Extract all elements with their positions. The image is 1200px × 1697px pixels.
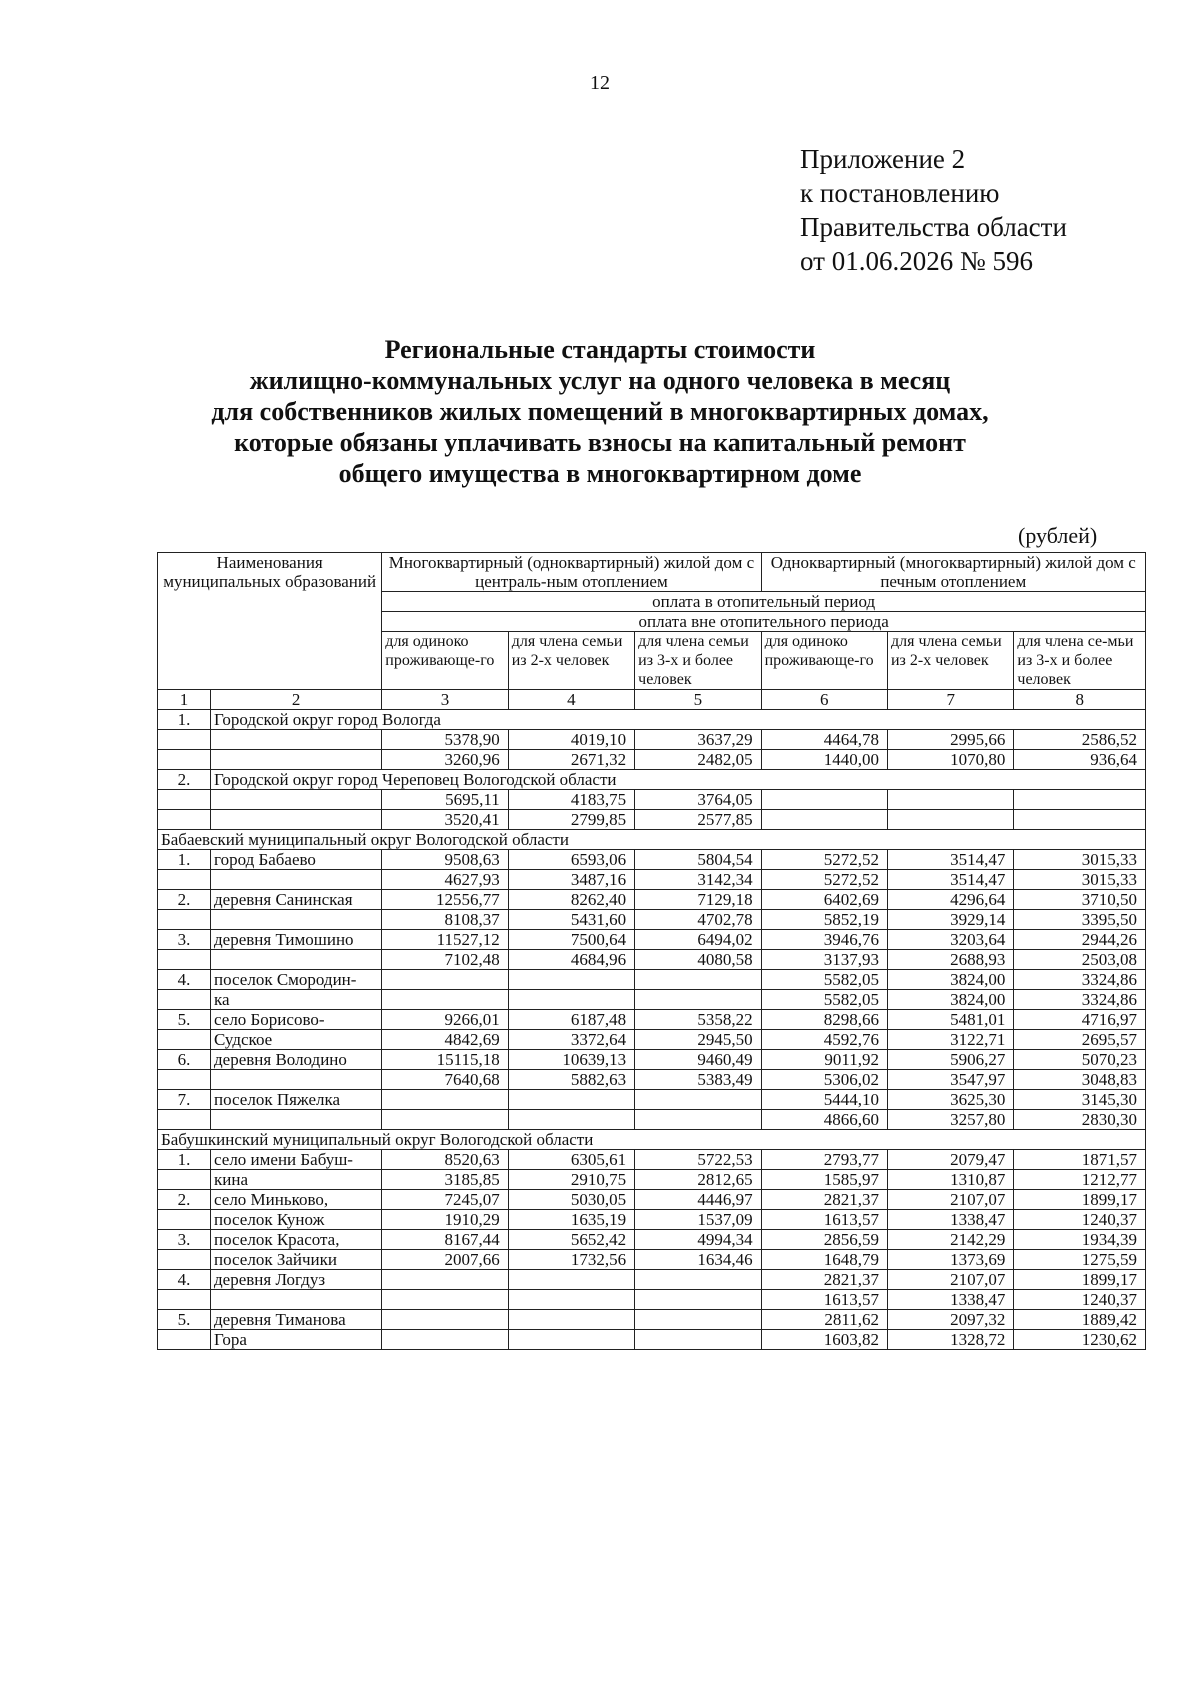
municipality-name: деревня Санинская: [211, 890, 382, 910]
title-line-3: для собственников жилых помещений в многоквартирных домах,: [211, 397, 989, 426]
value-cell: 3625,30: [887, 1090, 1013, 1110]
value-cell: [508, 1310, 634, 1330]
value-cell: [382, 970, 508, 990]
value-cell: 2910,75: [508, 1170, 634, 1190]
value-cell: 6494,02: [635, 930, 761, 950]
value-cell: 4866,60: [761, 1110, 887, 1130]
value-cell: 2577,85: [635, 810, 761, 830]
value-cell: 2944,26: [1014, 930, 1146, 950]
appendix-line-2: к постановлению: [800, 178, 1000, 208]
value-cell: [508, 990, 634, 1010]
value-cell: 1613,57: [761, 1290, 887, 1310]
value-cell: 2503,08: [1014, 950, 1146, 970]
row-number: 5.: [158, 1010, 211, 1030]
value-cell: 1212,77: [1014, 1170, 1146, 1190]
table-row: [158, 1170, 1146, 1190]
value-cell: [635, 990, 761, 1010]
appendix-block: [800, 142, 1067, 278]
value-cell: 8520,63: [382, 1150, 508, 1170]
section-name: Городской округ город Череповец Вологодской области: [211, 770, 1146, 790]
table-row: [158, 970, 1146, 990]
value-cell: 3260,96: [382, 750, 508, 770]
table-row: [158, 1050, 1146, 1070]
value-cell: [635, 1330, 761, 1350]
municipality-name: [211, 910, 382, 930]
table-row: [158, 790, 1146, 810]
value-cell: 2079,47: [887, 1150, 1013, 1170]
header-sub-1: для одиноко проживающе-го: [382, 632, 508, 690]
value-cell: [508, 1330, 634, 1350]
value-cell: 1310,87: [887, 1170, 1013, 1190]
row-number: [158, 1290, 211, 1310]
value-cell: 3824,00: [887, 970, 1013, 990]
header-sub-4: для одиноко проживающе-го: [761, 632, 887, 690]
value-cell: [635, 970, 761, 990]
value-cell: 6187,48: [508, 1010, 634, 1030]
value-cell: 6305,61: [508, 1150, 634, 1170]
value-cell: 1603,82: [761, 1330, 887, 1350]
value-cell: 1871,57: [1014, 1150, 1146, 1170]
row-number: [158, 1030, 211, 1050]
value-cell: 4446,97: [635, 1190, 761, 1210]
municipality-name: поселок Пяжелка: [211, 1090, 382, 1110]
table-row: [158, 1190, 1146, 1210]
title-line-1: Региональные стандарты стоимости: [384, 335, 816, 364]
value-cell: [382, 1310, 508, 1330]
col-num-7: 7: [887, 690, 1013, 710]
value-cell: 8262,40: [508, 890, 634, 910]
row-number: [158, 1070, 211, 1090]
value-cell: 1934,39: [1014, 1230, 1146, 1250]
table-body: [158, 710, 1146, 1350]
value-cell: 7500,64: [508, 930, 634, 950]
value-cell: 5306,02: [761, 1070, 887, 1090]
value-cell: 5582,05: [761, 990, 887, 1010]
header-sub-3: для члена семьи из 3-х и более человек: [635, 632, 761, 690]
value-cell: 3395,50: [1014, 910, 1146, 930]
municipality-name: [211, 1070, 382, 1090]
municipality-name: деревня Володино: [211, 1050, 382, 1070]
value-cell: 7640,68: [382, 1070, 508, 1090]
value-cell: [635, 1310, 761, 1330]
table-row: [158, 1150, 1146, 1170]
value-cell: 3520,41: [382, 810, 508, 830]
value-cell: 1634,46: [635, 1250, 761, 1270]
municipality-name: [211, 870, 382, 890]
value-cell: 1240,37: [1014, 1210, 1146, 1230]
header-heating-period: оплата в отопительный период: [382, 592, 1146, 612]
col-num-8: 8: [1014, 690, 1146, 710]
value-cell: 4684,96: [508, 950, 634, 970]
value-cell: 1537,09: [635, 1210, 761, 1230]
value-cell: 6593,06: [508, 850, 634, 870]
value-cell: [1014, 790, 1146, 810]
value-cell: 9508,63: [382, 850, 508, 870]
value-cell: 4183,75: [508, 790, 634, 810]
value-cell: 1240,37: [1014, 1290, 1146, 1310]
value-cell: 11527,12: [382, 930, 508, 950]
municipality-name: [211, 1110, 382, 1130]
value-cell: 1732,56: [508, 1250, 634, 1270]
header-sub-2: для члена семьи из 2-х человек: [508, 632, 634, 690]
value-cell: 4702,78: [635, 910, 761, 930]
table-row: [158, 930, 1146, 950]
value-cell: 4080,58: [635, 950, 761, 970]
row-number: 3.: [158, 1230, 211, 1250]
table-row: [158, 870, 1146, 890]
value-cell: 15115,18: [382, 1050, 508, 1070]
appendix-line-1: Приложение 2: [800, 144, 966, 174]
value-cell: 5695,11: [382, 790, 508, 810]
row-number: 2.: [158, 890, 211, 910]
value-cell: 3764,05: [635, 790, 761, 810]
row-number: [158, 750, 211, 770]
value-cell: 5852,19: [761, 910, 887, 930]
title-line-4: которые обязаны уплачивать взносы на капитальный ремонт: [234, 428, 966, 457]
value-cell: 1328,72: [887, 1330, 1013, 1350]
value-cell: 2007,66: [382, 1250, 508, 1270]
value-cell: 2821,37: [761, 1190, 887, 1210]
header-stove-heating: Одноквартирный (многоквартирный) жилой дом с печным отоплением: [761, 553, 1145, 592]
table-row: [158, 1090, 1146, 1110]
value-cell: 5358,22: [635, 1010, 761, 1030]
table-row: [158, 710, 1146, 730]
value-cell: 2856,59: [761, 1230, 887, 1250]
value-cell: [508, 1110, 634, 1130]
row-number: 1.: [158, 710, 211, 730]
value-cell: 2097,32: [887, 1310, 1013, 1330]
col-num-1: 1: [158, 690, 211, 710]
row-number: [158, 950, 211, 970]
table-row: [158, 990, 1146, 1010]
value-cell: 936,64: [1014, 750, 1146, 770]
value-cell: 2671,32: [508, 750, 634, 770]
value-cell: 5272,52: [761, 850, 887, 870]
municipality-name: поселок Красота,: [211, 1230, 382, 1250]
table-row: [158, 750, 1146, 770]
value-cell: [1014, 810, 1146, 830]
value-cell: 5431,60: [508, 910, 634, 930]
value-cell: [508, 1090, 634, 1110]
value-cell: 1889,42: [1014, 1310, 1146, 1330]
value-cell: 1648,79: [761, 1250, 887, 1270]
col-num-4: 4: [508, 690, 634, 710]
appendix-line-4: от 01.06.2026 № 596: [800, 246, 1033, 276]
value-cell: 2688,93: [887, 950, 1013, 970]
row-number: [158, 730, 211, 750]
value-cell: 1275,59: [1014, 1250, 1146, 1270]
value-cell: 5030,05: [508, 1190, 634, 1210]
value-cell: 3824,00: [887, 990, 1013, 1010]
value-cell: [635, 1290, 761, 1310]
value-cell: 4296,64: [887, 890, 1013, 910]
municipality-name: ка: [211, 990, 382, 1010]
header-sub-5: для члена семьи из 2-х человек: [887, 632, 1013, 690]
value-cell: 3487,16: [508, 870, 634, 890]
table-row: [158, 770, 1146, 790]
municipality-name: село имени Бабуш-: [211, 1150, 382, 1170]
value-cell: 1070,80: [887, 750, 1013, 770]
value-cell: 3137,93: [761, 950, 887, 970]
value-cell: 5652,42: [508, 1230, 634, 1250]
value-cell: [887, 810, 1013, 830]
value-cell: [635, 1270, 761, 1290]
table-row: [158, 1270, 1146, 1290]
value-cell: 3514,47: [887, 850, 1013, 870]
municipality-name: поселок Смородин-: [211, 970, 382, 990]
value-cell: 3372,64: [508, 1030, 634, 1050]
municipality-name: поселок Кунож: [211, 1210, 382, 1230]
value-cell: 5444,10: [761, 1090, 887, 1110]
value-cell: 3145,30: [1014, 1090, 1146, 1110]
value-cell: 3637,29: [635, 730, 761, 750]
municipality-name: город Бабаево: [211, 850, 382, 870]
units-label: (рублей): [1018, 523, 1098, 548]
value-cell: [382, 1330, 508, 1350]
value-cell: 3122,71: [887, 1030, 1013, 1050]
table-row: [158, 1230, 1146, 1250]
header-central-heating: Многоквартирный (одноквартирный) жилой дом с централь-ным отоплением: [382, 553, 761, 592]
value-cell: [635, 1110, 761, 1130]
value-cell: 3203,64: [887, 930, 1013, 950]
value-cell: 1230,62: [1014, 1330, 1146, 1350]
value-cell: 1338,47: [887, 1210, 1013, 1230]
row-number: [158, 1170, 211, 1190]
value-cell: 9460,49: [635, 1050, 761, 1070]
value-cell: 3929,14: [887, 910, 1013, 930]
table-row: [158, 1070, 1146, 1090]
value-cell: 7102,48: [382, 950, 508, 970]
table-row: [158, 910, 1146, 930]
value-cell: 5383,49: [635, 1070, 761, 1090]
col-num-5: 5: [635, 690, 761, 710]
value-cell: 3048,83: [1014, 1070, 1146, 1090]
row-number: [158, 1110, 211, 1130]
value-cell: 2695,57: [1014, 1030, 1146, 1050]
value-cell: 2107,07: [887, 1270, 1013, 1290]
municipality-name: [211, 950, 382, 970]
value-cell: 3710,50: [1014, 890, 1146, 910]
row-number: 6.: [158, 1050, 211, 1070]
value-cell: 4019,10: [508, 730, 634, 750]
value-cell: 1338,47: [887, 1290, 1013, 1310]
table-row: [158, 830, 1146, 850]
district-name: Бабаевский муниципальный округ Вологодской области: [158, 830, 1146, 850]
value-cell: [887, 790, 1013, 810]
value-cell: 9011,92: [761, 1050, 887, 1070]
value-cell: 4994,34: [635, 1230, 761, 1250]
table-row: [158, 890, 1146, 910]
table-row: [158, 1330, 1146, 1350]
table-row: [158, 1110, 1146, 1130]
value-cell: 2830,30: [1014, 1110, 1146, 1130]
row-number: [158, 790, 211, 810]
value-cell: [761, 810, 887, 830]
value-cell: 4842,69: [382, 1030, 508, 1050]
value-cell: 12556,77: [382, 890, 508, 910]
value-cell: 3015,33: [1014, 870, 1146, 890]
municipality-name: село Борисово-: [211, 1010, 382, 1030]
value-cell: 5272,52: [761, 870, 887, 890]
table-row: [158, 1010, 1146, 1030]
row-number: 2.: [158, 770, 211, 790]
municipality-name: поселок Зайчики: [211, 1250, 382, 1270]
row-number: 1.: [158, 1150, 211, 1170]
value-cell: [382, 1110, 508, 1130]
municipality-name: [211, 750, 382, 770]
value-cell: 4627,93: [382, 870, 508, 890]
value-cell: 4716,97: [1014, 1010, 1146, 1030]
value-cell: 5722,53: [635, 1150, 761, 1170]
value-cell: 3015,33: [1014, 850, 1146, 870]
col-num-3: 3: [382, 690, 508, 710]
value-cell: 2142,29: [887, 1230, 1013, 1250]
row-number: 1.: [158, 850, 211, 870]
value-cell: 3142,34: [635, 870, 761, 890]
row-number: [158, 910, 211, 930]
header-sub-6: для члена се-мьи из 3-х и более человек: [1014, 632, 1146, 690]
value-cell: 3324,86: [1014, 990, 1146, 1010]
row-number: 4.: [158, 1270, 211, 1290]
row-number: 4.: [158, 970, 211, 990]
value-cell: 1635,19: [508, 1210, 634, 1230]
value-cell: 7245,07: [382, 1190, 508, 1210]
row-number: 3.: [158, 930, 211, 950]
value-cell: 2799,85: [508, 810, 634, 830]
value-cell: [635, 1090, 761, 1110]
value-cell: 5882,63: [508, 1070, 634, 1090]
value-cell: 2995,66: [887, 730, 1013, 750]
value-cell: 3185,85: [382, 1170, 508, 1190]
value-cell: 2107,07: [887, 1190, 1013, 1210]
row-number: 2.: [158, 1190, 211, 1210]
value-cell: 1585,97: [761, 1170, 887, 1190]
value-cell: 5481,01: [887, 1010, 1013, 1030]
section-name: Городской округ город Вологда: [211, 710, 1146, 730]
col-num-6: 6: [761, 690, 887, 710]
col-num-2: 2: [211, 690, 382, 710]
value-cell: 4592,76: [761, 1030, 887, 1050]
municipality-name: село Миньково,: [211, 1190, 382, 1210]
value-cell: [508, 970, 634, 990]
title-line-5: общего имущества в многоквартирном доме: [338, 459, 862, 488]
value-cell: 8108,37: [382, 910, 508, 930]
value-cell: [382, 1290, 508, 1310]
value-cell: 5378,90: [382, 730, 508, 750]
municipality-name: Гора: [211, 1330, 382, 1350]
municipality-name: [211, 1290, 382, 1310]
table-row: [158, 850, 1146, 870]
table-row: [158, 1210, 1146, 1230]
value-cell: 2586,52: [1014, 730, 1146, 750]
header-non-heating-period: оплата вне отопительного периода: [382, 612, 1146, 632]
table-row: [158, 1030, 1146, 1050]
page-number: 12: [590, 72, 610, 94]
value-cell: 7129,18: [635, 890, 761, 910]
value-cell: 2821,37: [761, 1270, 887, 1290]
value-cell: 9266,01: [382, 1010, 508, 1030]
value-cell: 3514,47: [887, 870, 1013, 890]
value-cell: 1899,17: [1014, 1190, 1146, 1210]
value-cell: 6402,69: [761, 890, 887, 910]
value-cell: [382, 990, 508, 1010]
table-row: [158, 810, 1146, 830]
municipality-name: деревня Тиманова: [211, 1310, 382, 1330]
value-cell: 2482,05: [635, 750, 761, 770]
value-cell: 1910,29: [382, 1210, 508, 1230]
title-line-2: жилищно-коммунальных услуг на одного человека в месяц: [249, 366, 951, 395]
row-number: [158, 990, 211, 1010]
value-cell: 1899,17: [1014, 1270, 1146, 1290]
value-cell: 5906,27: [887, 1050, 1013, 1070]
value-cell: 3324,86: [1014, 970, 1146, 990]
header-municipality: Наименования муниципальных образований: [158, 553, 382, 690]
row-number: [158, 1250, 211, 1270]
table-row: [158, 950, 1146, 970]
value-cell: 1613,57: [761, 1210, 887, 1230]
row-number: 7.: [158, 1090, 211, 1110]
value-cell: [508, 1290, 634, 1310]
value-cell: 3946,76: [761, 930, 887, 950]
table-row: [158, 1310, 1146, 1330]
row-number: [158, 870, 211, 890]
row-number: 5.: [158, 1310, 211, 1330]
municipality-name: [211, 810, 382, 830]
value-cell: 8298,66: [761, 1010, 887, 1030]
municipality-name: деревня Тимошино: [211, 930, 382, 950]
standards-table: [157, 552, 1146, 1350]
value-cell: 10639,13: [508, 1050, 634, 1070]
value-cell: 3257,80: [887, 1110, 1013, 1130]
row-number: [158, 1330, 211, 1350]
table-row: [158, 730, 1146, 750]
value-cell: 8167,44: [382, 1230, 508, 1250]
value-cell: [761, 790, 887, 810]
document-title: [200, 334, 1000, 489]
value-cell: 5582,05: [761, 970, 887, 990]
municipality-name: деревня Логдуз: [211, 1270, 382, 1290]
value-cell: [382, 1270, 508, 1290]
value-cell: 5804,54: [635, 850, 761, 870]
value-cell: 1373,69: [887, 1250, 1013, 1270]
table-row: [158, 1130, 1146, 1150]
value-cell: 4464,78: [761, 730, 887, 750]
value-cell: 3547,97: [887, 1070, 1013, 1090]
district-name: Бабушкинский муниципальный округ Вологодской области: [158, 1130, 1146, 1150]
value-cell: 2793,77: [761, 1150, 887, 1170]
municipality-name: [211, 730, 382, 750]
value-cell: [382, 1090, 508, 1110]
value-cell: 1440,00: [761, 750, 887, 770]
appendix-line-3: Правительства области: [800, 212, 1067, 242]
row-number: [158, 810, 211, 830]
municipality-name: Судское: [211, 1030, 382, 1050]
row-number: [158, 1210, 211, 1230]
table-row: [158, 1250, 1146, 1270]
value-cell: 2811,62: [761, 1310, 887, 1330]
value-cell: 2812,65: [635, 1170, 761, 1190]
value-cell: [508, 1270, 634, 1290]
value-cell: 2945,50: [635, 1030, 761, 1050]
municipality-name: кина: [211, 1170, 382, 1190]
value-cell: 5070,23: [1014, 1050, 1146, 1070]
municipality-name: [211, 790, 382, 810]
table-row: [158, 1290, 1146, 1310]
